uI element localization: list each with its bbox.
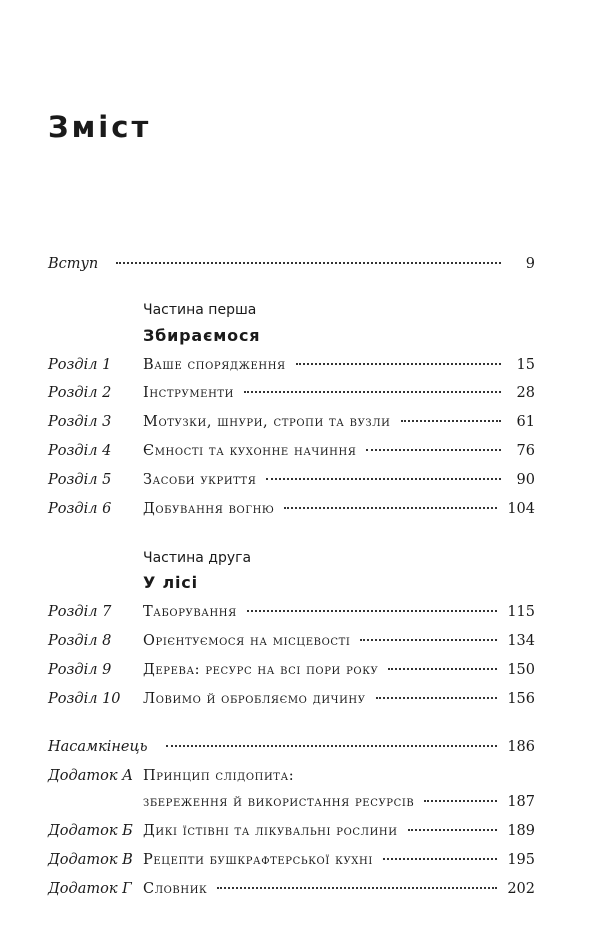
- toc-leader: [217, 886, 497, 889]
- toc-leader: [284, 506, 497, 509]
- toc-leader: [296, 362, 501, 365]
- toc-title: Принцип слідопита:: [143, 768, 295, 784]
- toc-leader: [388, 667, 497, 670]
- toc-entry-chapter-4[interactable]: [48, 443, 535, 467]
- toc-leader: [376, 696, 498, 699]
- toc-page: 156: [507, 691, 535, 707]
- toc-entry-chapter-7[interactable]: [48, 604, 535, 628]
- toc-leader: [360, 638, 497, 641]
- toc-title: Інструменти: [143, 385, 234, 401]
- toc-page: 186: [507, 739, 535, 755]
- toc-page: 104: [507, 501, 535, 517]
- toc-leader: [116, 261, 501, 264]
- toc-leader: [266, 477, 501, 480]
- toc-page: 28: [516, 385, 535, 401]
- toc-page: 90: [516, 472, 535, 488]
- toc-entry-appendix-a-line2[interactable]: [48, 794, 535, 818]
- toc-page: 76: [516, 443, 535, 459]
- toc-page: 150: [507, 662, 535, 678]
- toc-entry-appendix-a-line1[interactable]: [48, 768, 535, 792]
- toc-title: Рецепти бушкрафтерської кухні: [143, 852, 373, 868]
- toc-label: Вступ: [48, 256, 99, 272]
- toc-page: 195: [507, 852, 535, 868]
- toc-label: Додаток Г: [48, 881, 132, 897]
- toc-entry-chapter-8[interactable]: [48, 633, 535, 657]
- page-title: Зміст: [48, 110, 152, 144]
- toc-leader: [424, 799, 497, 802]
- toc-page: 134: [507, 633, 535, 649]
- toc-page: 61: [516, 414, 535, 430]
- toc-label: Додаток Б: [48, 823, 133, 839]
- toc-label: Додаток А: [48, 768, 134, 784]
- toc-leader: [383, 857, 497, 860]
- toc-title: Мотузки, шнури, стропи та вузли: [143, 414, 391, 430]
- toc-entry-chapter-10[interactable]: [48, 691, 535, 715]
- toc-leader: [247, 609, 498, 612]
- toc-label: Насамкінець: [48, 739, 148, 755]
- toc-entry-appendix-v[interactable]: [48, 852, 535, 876]
- toc-entry-chapter-9[interactable]: [48, 662, 535, 686]
- toc-label: Розділ 4: [48, 443, 112, 459]
- part1-title: Збираємося: [143, 326, 261, 345]
- toc-entry-appendix-b[interactable]: [48, 823, 535, 847]
- toc-label: Розділ 8: [48, 633, 112, 649]
- toc-leader: [408, 828, 498, 831]
- toc-page: 15: [516, 357, 535, 373]
- toc-title: збереження й використання ресурсів: [143, 794, 415, 810]
- toc-title: Словник: [143, 881, 208, 897]
- toc-label: Розділ 3: [48, 414, 112, 430]
- toc-entry-chapter-2[interactable]: [48, 385, 535, 409]
- toc-title: Орієнтуємося на місцевості: [143, 633, 351, 649]
- toc-title: Таборування: [143, 604, 237, 620]
- toc-label: Розділ 5: [48, 472, 112, 488]
- toc-label: Розділ 7: [48, 604, 112, 620]
- toc-title: Ловимо й обробляємо дичину: [143, 691, 366, 707]
- toc-leader: [401, 419, 502, 422]
- toc-leader: [166, 744, 498, 747]
- toc-page: 187: [507, 794, 535, 810]
- toc-title: Ємності та кухонне начиння: [143, 443, 357, 459]
- part1-subtitle: Частина перша: [143, 302, 257, 318]
- toc-title: Ваше спорядження: [143, 357, 286, 373]
- part2-subtitle: Частина друга: [143, 550, 252, 566]
- toc-label: Розділ 9: [48, 662, 112, 678]
- toc-page: 9: [525, 256, 535, 272]
- toc-label: Розділ 6: [48, 501, 112, 517]
- toc-page: 115: [507, 604, 535, 620]
- toc-title: Добування вогню: [143, 501, 275, 517]
- toc-title: Дикі їстівні та лікувальні рослини: [143, 823, 398, 839]
- toc-title: Дерева: ресурс на всі пори року: [143, 662, 379, 678]
- toc-entry-intro[interactable]: [48, 256, 535, 280]
- part2-title: У лісі: [143, 573, 198, 592]
- toc-entry-chapter-5[interactable]: [48, 472, 535, 496]
- toc-leader: [366, 448, 501, 451]
- toc-label: Додаток В: [48, 852, 133, 868]
- toc-label: Розділ 2: [48, 385, 112, 401]
- toc-page: 202: [507, 881, 535, 897]
- toc-title: Засоби укриття: [143, 472, 257, 488]
- toc-entry-afterword[interactable]: [48, 739, 535, 763]
- toc-entry-chapter-3[interactable]: [48, 414, 535, 438]
- toc-entry-chapter-6[interactable]: [48, 501, 535, 525]
- toc-label: Розділ 10: [48, 691, 121, 707]
- toc-label: Розділ 1: [48, 357, 112, 373]
- toc-entry-appendix-g[interactable]: [48, 881, 535, 905]
- toc-leader: [244, 390, 501, 393]
- toc-page: 189: [507, 823, 535, 839]
- toc-entry-chapter-1[interactable]: [48, 357, 535, 381]
